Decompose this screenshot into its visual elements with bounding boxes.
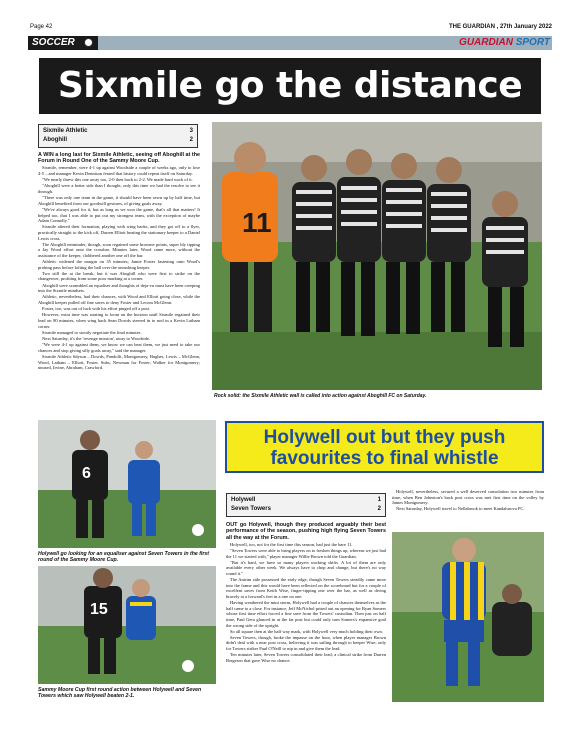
team-name: Aboghill	[43, 137, 67, 143]
photo-caption: Rock solid: the Sixmile Athletic wall is called into action against Aboghill FC on Saturday.	[214, 393, 427, 399]
article-lead: OUT go Holywell, though they produced arguably their best performance of the season, pushing high flying Seven Towers all the way at the Forum.	[226, 522, 386, 541]
article-paragraph: "Aboghill were a better side than I thought, only this time we had the resolve to see it through.	[38, 183, 200, 194]
player-photo	[392, 532, 544, 702]
score-row	[231, 505, 381, 514]
team-score: 3	[189, 128, 193, 134]
team-name: Holywell	[231, 497, 256, 503]
guardian-sport-logo	[459, 36, 550, 50]
scoreline-box	[226, 493, 386, 517]
svg-text:11: 11	[242, 207, 272, 238]
team-score: 2	[189, 137, 193, 143]
article-paragraph: Athletic widened the margin on 35 minutes; Jamie Foster fastening onto Wood's probing pass before lofting the ball over the onrushing keeper.	[38, 259, 200, 270]
article-paragraph: Sixmile managed to stoutly negotiate the final minutes.	[42, 329, 142, 335]
photo-caption: Sammy Moore Cup first round action between Holywell and Seven Towers which saw Holywell beaten 2-1.	[38, 687, 202, 699]
headline-line: Holywell out but they push	[263, 427, 506, 448]
score-row	[43, 136, 193, 145]
match-action-photo	[38, 566, 216, 684]
article-paragraph: Seven Towers, though, broke the impasse on the hour, when player manager Brown didn't deal with a near post cross, believing it was sailing through to keeper Wise; only for Towers striker Paul O'Neill to nip in and give them the lead.	[226, 634, 386, 652]
section-label: SOCCER	[28, 36, 98, 50]
article-body	[38, 152, 200, 398]
article-paragraph: Athletic, nevertheless, had their chances, with Wood and Elliott going close, while the Aboghill keeper pulled off fine saves to deny Foster and Lecom McGlenn.	[38, 294, 200, 305]
article-paragraph: Two still the at the break, but it was Aboghill who were first to strike on the changeover, profiting from some poor marking at a corner.	[38, 270, 200, 282]
article-paragraph: Holywell, nevertheless, secured a well deserved consolation two minutes from time, when Ben Johnston's back post cross was met first time on the volley by James Montgomery.	[392, 489, 544, 506]
article-paragraph: "We've always good for it, but as long as we won the game, that's all that matters! It helped too, that I was able to put out my strongest team, with the exception of maybe Adam Connolly."	[38, 206, 200, 224]
section-bar	[28, 36, 552, 50]
brand-sport: SPORT	[515, 37, 550, 48]
svg-text:15: 15	[90, 601, 108, 618]
article-paragraph: Holywell, too, not for the first time this season, had just the bare 11.	[230, 541, 353, 547]
article-paragraph: "Seven Towers were able to bring players on to freshen things up, whereas we just had the 11 we started with," player manager Willie Brown told the Guardian.	[226, 548, 386, 559]
article-paragraph: "We nearly threw this one away too, 2-0 then back to 2-2. We made hard work of it.	[42, 177, 193, 183]
article-paragraph: Sixmile altered their formation, playing with wing backs, and they got off to a flyer, practically straight to the kick off, Darren Elliott beating the stationary keeper to a Daniel Lewis cross.	[38, 224, 200, 241]
match-action-illustration	[38, 420, 216, 548]
page-header-line	[30, 24, 552, 34]
svg-text:6: 6	[82, 465, 91, 482]
scoreline-box	[38, 124, 198, 148]
photo-caption: Holywell go looking for an equaliser against Seven Towers in the first round of the Sammy Moore Cup.	[38, 551, 210, 563]
team-name: Sixmile Athletic	[43, 128, 88, 134]
article-paragraph: "There was only one team in the game, it should have been sewn up by half time, but Aboghill benefited from our goodwill gestures, of giving goals away.	[38, 195, 200, 206]
secondary-headline	[225, 421, 544, 473]
match-action-photo	[38, 420, 216, 548]
article-paragraph: Sixmile Athletic 6dyson – Dowds, Pandolfi, Montgomery, Hughes, Lewis – McGlenn, Wood, Latham – Elliott, Foster. Subs, Newman for Foster, Walker for Montgomery; unused, Irvine, Abraham, Crawford.	[38, 353, 200, 371]
article-paragraph: Aboghill were scrambled an equaliser and thoughts of deja-vu must have been creeping into the Sixmile mindsets.	[38, 282, 200, 294]
article-paragraph: Sixmile, remember, were 4-1 up against Woodside a couple of weeks ago, only to lose 4-5 – and manager Kevin Dennison feared that history could repeat itself on Saturday.	[38, 165, 200, 176]
article-paragraph: Ten minutes later, Seven Towers consolidated their lead; a clinical strike from Darren Bergeron that gave Wise no chance.	[226, 652, 386, 663]
brand-guardian: GUARDIAN	[459, 37, 513, 48]
score-row	[231, 496, 381, 505]
team-score: 1	[377, 497, 381, 503]
football-icon	[84, 38, 93, 47]
article-body-continued	[392, 489, 544, 529]
article-paragraph: So all square then at the half way mark, with Holywell very much holding their own.	[230, 628, 383, 634]
player-illustration	[392, 532, 544, 702]
article-paragraph: The Antrim side possessed the early edge, though Seven Towers steadily came more into the frame and this would have been reflected on the scoreboard but for a couple of excellent saves from Keith Wise, finger-tipping one over the bar, as well as diving bravely at a forward's feet in a one on one.	[226, 577, 386, 599]
article-paragraph: "We were 4-1 up against them, we know we can beat them, we just need to take our chances and stop giving silly goals away," said the manager.	[38, 342, 200, 353]
article-lead: A WIN a long last for Sixmile Athletic, seeing off Aboghill at the Forum in Round One of the Sammy Moore Cup.	[38, 152, 200, 165]
article-paragraph: However, extra time was starting to loom on the horizon until Sixmile regained their lead on 80 minutes, when wing back Sean Dowds steered in to nod in a Kevin Latham corner.	[38, 312, 200, 329]
page-number: Page 42	[30, 24, 53, 30]
article-paragraph: Next Saturday, Holywell travel to Nellabrook to meet Kandalurova FC.	[396, 506, 525, 512]
article-paragraph: "But it's hard, we have so many players working shifts. A lot of them are only available every other week. We always have to chop and change, but there's no way round it."	[226, 559, 386, 576]
team-wall-illustration	[212, 122, 542, 390]
team-score: 2	[377, 506, 381, 512]
score-row	[43, 127, 193, 136]
article-paragraph: The Aboghill netminder, though, soon regained some brownie points, super bly tipping a Jay Wood effort onto the crossbar. Minutes later, Wood came more, without the assistance of the keeper, clobbered another one off the bar.	[38, 241, 200, 258]
match-action-illustration	[38, 566, 216, 684]
article-paragraph: Next Saturday, it's the 'revenge mission', away to Woodside.	[42, 335, 151, 341]
main-headline: Sixmile go the distance	[39, 58, 541, 114]
team-name: Seven Towers	[231, 506, 271, 512]
article-paragraph: Foster, too, was out of luck with his effort pinged off a post.	[42, 306, 151, 312]
headline-line: favourites to final whistle	[270, 448, 499, 469]
paper-date: THE GUARDIAN , 27th January 2022	[448, 24, 552, 30]
team-wall-photo	[212, 122, 542, 390]
article-paragraph: Having weathered the mini storm, Holywell had a couple of chances themselves as the half came to a close. For instance, Jeff McNichol prised out an opening for Ryan Somers whose first time effort forced a fine save from the Towers' custodian. Then just on half time, Paul Gera glanced in at the far post but could only turn Somers's expansive goal the wrong side of the upright.	[226, 600, 386, 628]
article-body	[226, 522, 386, 718]
